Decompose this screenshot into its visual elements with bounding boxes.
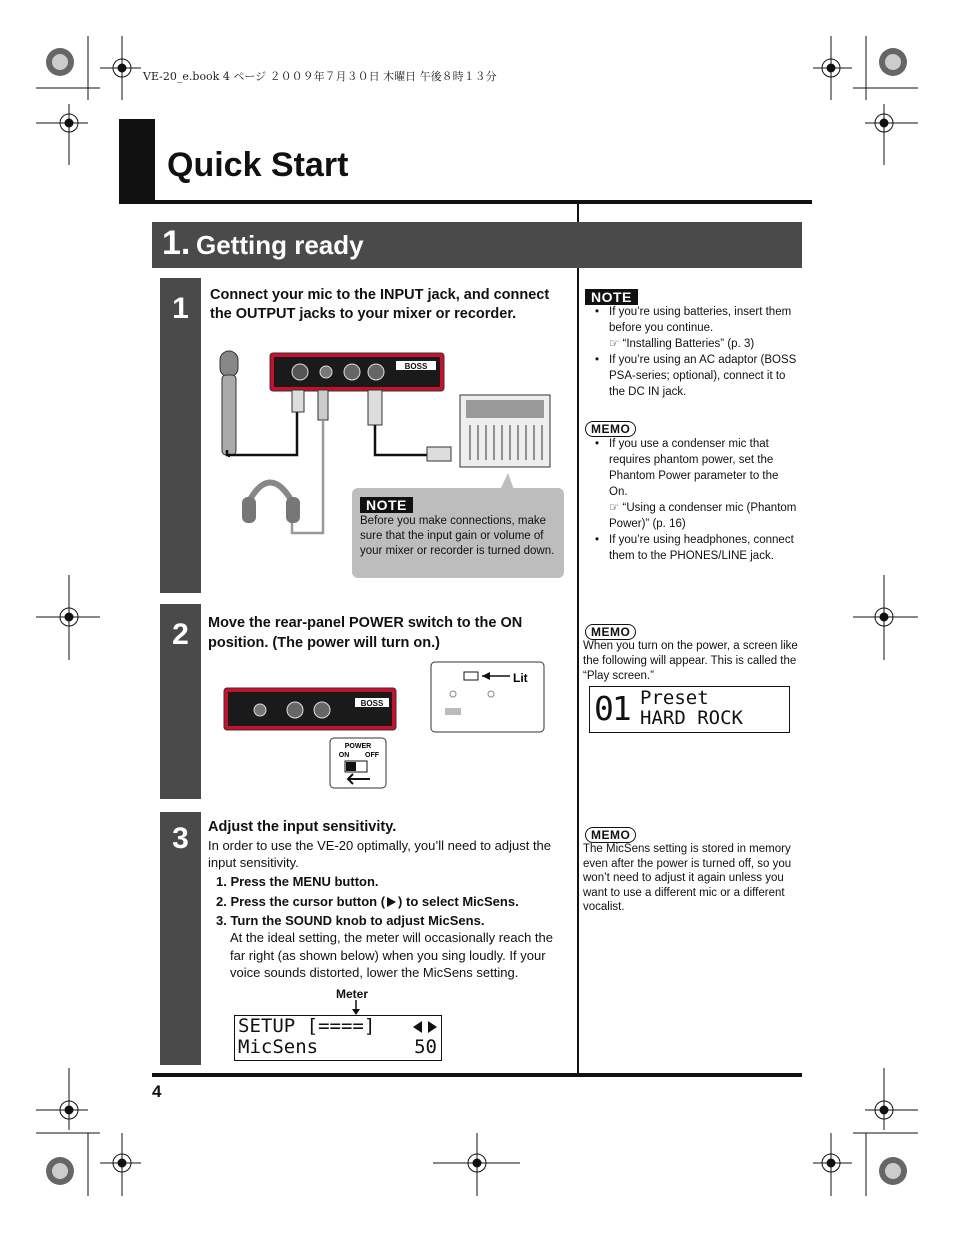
arrow-down-icon	[350, 1000, 362, 1016]
step-3-intro: In order to use the VE-20 optimally, you’ll need to adjust the input sensitivity.	[208, 838, 552, 870]
page-title: Quick Start	[167, 146, 349, 184]
lcd-patch-number: 01	[594, 689, 630, 728]
mixer-icon	[460, 395, 550, 467]
micsens-lcd	[234, 1015, 442, 1061]
list-item: • If you’re using batteries, insert them before you continue.	[585, 304, 800, 336]
lcd-line-1: Preset	[640, 687, 709, 709]
play-screen-lcd	[589, 686, 790, 733]
power-switch-callout	[330, 738, 386, 788]
step-number: 2	[172, 618, 189, 651]
cursor-arrows-icon	[413, 1020, 437, 1034]
sidebar-memo-tag: MEMO	[585, 824, 636, 843]
hand-pointer-icon: ☞	[609, 338, 623, 350]
step-1-bar	[160, 278, 201, 593]
step-3-heading: Adjust the input sensitivity.	[208, 819, 397, 835]
step-number: 3	[172, 822, 189, 855]
step-1-heading: Connect your mic to the INPUT jack, and connect the OUTPUT jacks to your mixer or recorder.	[210, 287, 550, 322]
sidebar-note	[585, 304, 800, 400]
note-text: Before you make connections, make sure that the input gain or volume of your mixer or recorder is turned down.	[360, 515, 555, 557]
lcd-line-1: SETUP [====]	[238, 1015, 376, 1037]
indicator-callout	[431, 662, 544, 732]
substep-1: 1. Press the MENU button.	[216, 874, 379, 889]
on-label: ON	[338, 752, 350, 759]
sidebar-memo-2-text: When you turn on the power, a screen like the following will appear. This is called the “Play screen.”	[583, 640, 798, 682]
step-3-bar	[160, 812, 201, 1065]
reference: ☞ “Installing Batteries” (p. 3)	[609, 338, 755, 350]
note-tag: NOTE	[360, 497, 413, 513]
title-rule	[119, 200, 812, 204]
book-header: VE-20_e.book 4 ページ ２００９年７月３０日 木曜日 午後８時１３分	[143, 70, 497, 83]
title-block	[119, 119, 155, 204]
list-item: • If you’re using headphones, connect them to the PHONES/LINE jack.	[585, 532, 800, 564]
list-item: • If you use a condenser mic that requires phantom power, set the Phantom Power parameter to the On.	[585, 436, 800, 500]
headphones-icon	[242, 483, 300, 524]
step-number: 1	[172, 292, 189, 325]
microphone-icon	[220, 351, 238, 457]
sidebar-memo-3-text: The MicSens setting is stored in memory even after the power is turned off, so you won’t need to adjust it again unless you want to use a different mic or a different vocalist.	[583, 843, 792, 913]
ve20-device-icon	[270, 353, 444, 391]
off-label: OFF	[365, 752, 379, 759]
list-item: • If you’re using an AC adaptor (BOSS PSA-series; optional), connect it to the DC IN jack.	[585, 352, 800, 400]
lit-label: Lit	[513, 671, 528, 685]
step-3-substeps	[216, 872, 568, 931]
section-number: 1.	[162, 224, 191, 262]
section-header	[152, 222, 802, 268]
sidebar-memo-1	[585, 436, 800, 564]
section-title: Getting ready	[196, 230, 364, 260]
step-2-bar	[160, 604, 201, 799]
step-2-heading: Move the rear-panel POWER switch to the ON position. (The power will turn on.)	[208, 615, 523, 651]
power-label: POWER	[344, 743, 372, 750]
bottom-rule	[152, 1073, 802, 1077]
sidebar-note-tag: NOTE	[585, 287, 638, 306]
reference: ☞ “Using a condenser mic (Phantom Power)” (p. 16)	[609, 502, 797, 530]
cursor-right-icon	[387, 897, 396, 907]
page-number: 4	[152, 1082, 162, 1101]
substep-3: 3. Turn the SOUND knob to adjust MicSens.	[216, 913, 485, 928]
meter-label: Meter	[336, 987, 369, 1001]
substep-2: 2. Press the cursor button ( ) to select MicSens.	[216, 893, 519, 909]
device-brand: BOSS	[360, 699, 384, 708]
device-brand: BOSS	[404, 362, 428, 371]
lcd-value: 50	[414, 1036, 437, 1058]
step-3-detail: At the ideal setting, the meter will occasionally reach the far right (as shown below) when you sing loudly. If your voice sounds distorted, lower the MicSens setting.	[230, 930, 554, 980]
sidebar-memo-tag: MEMO	[585, 418, 636, 437]
lcd-line-2: MicSens	[238, 1036, 319, 1058]
ve20-device-rear-icon	[224, 688, 396, 730]
step-1-note	[352, 488, 564, 578]
column-divider	[577, 204, 579, 1074]
power-diagram	[220, 660, 550, 792]
sidebar-memo-tag: MEMO	[585, 621, 636, 640]
lcd-line-2: HARD ROCK	[640, 707, 743, 729]
hand-pointer-icon: ☞	[609, 502, 623, 514]
